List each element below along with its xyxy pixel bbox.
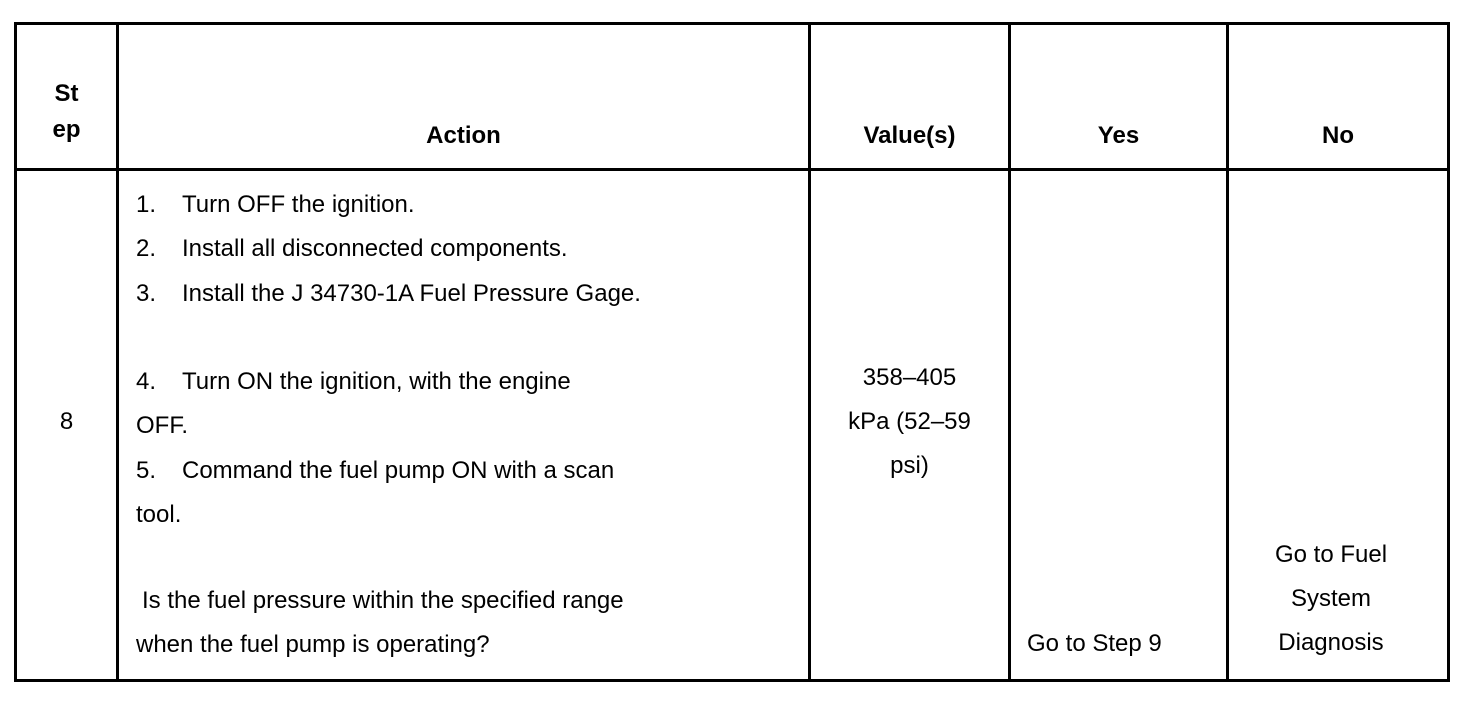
no-line: System: [1290, 585, 1371, 612]
header-yes: Yes: [1097, 122, 1140, 149]
step-number: 8: [59, 408, 74, 435]
action-step-1: 1. Turn OFF the ignition.: [136, 191, 415, 218]
header-step-line: St: [54, 80, 79, 107]
values-cell: [811, 356, 1008, 488]
no-cell: [1229, 533, 1433, 665]
value-line: 358–405: [862, 364, 957, 391]
action-step-4-continued: OFF.: [136, 412, 188, 439]
no-line: Go to Fuel: [1274, 541, 1388, 568]
header-action: Action: [426, 122, 501, 149]
header-step: [17, 76, 116, 148]
value-line: psi): [890, 452, 929, 479]
header-values: Value(s): [863, 122, 956, 149]
header-step-line: ep: [52, 116, 81, 143]
action-step-2: 2. Install all disconnected components.: [136, 235, 568, 262]
header-divider: [14, 168, 1450, 171]
action-step-5: 5. Command the fuel pump ON with a scan: [136, 457, 615, 484]
action-step-5-continued: tool.: [136, 501, 182, 528]
action-question-line-2: when the fuel pump is operating?: [136, 631, 490, 658]
action-step-4: 4. Turn ON the ignition, with the engine: [136, 368, 571, 395]
value-line: kPa (52–59: [848, 408, 971, 435]
action-question-line-1: Is the fuel pressure within the specified range: [142, 587, 624, 614]
header-no: No: [1322, 122, 1354, 149]
action-step-3: 3. Install the J 34730-1A Fuel Pressure Gage.: [136, 280, 641, 307]
no-line: Diagnosis: [1278, 629, 1384, 656]
yes-cell: Go to Step 9: [1027, 630, 1162, 657]
